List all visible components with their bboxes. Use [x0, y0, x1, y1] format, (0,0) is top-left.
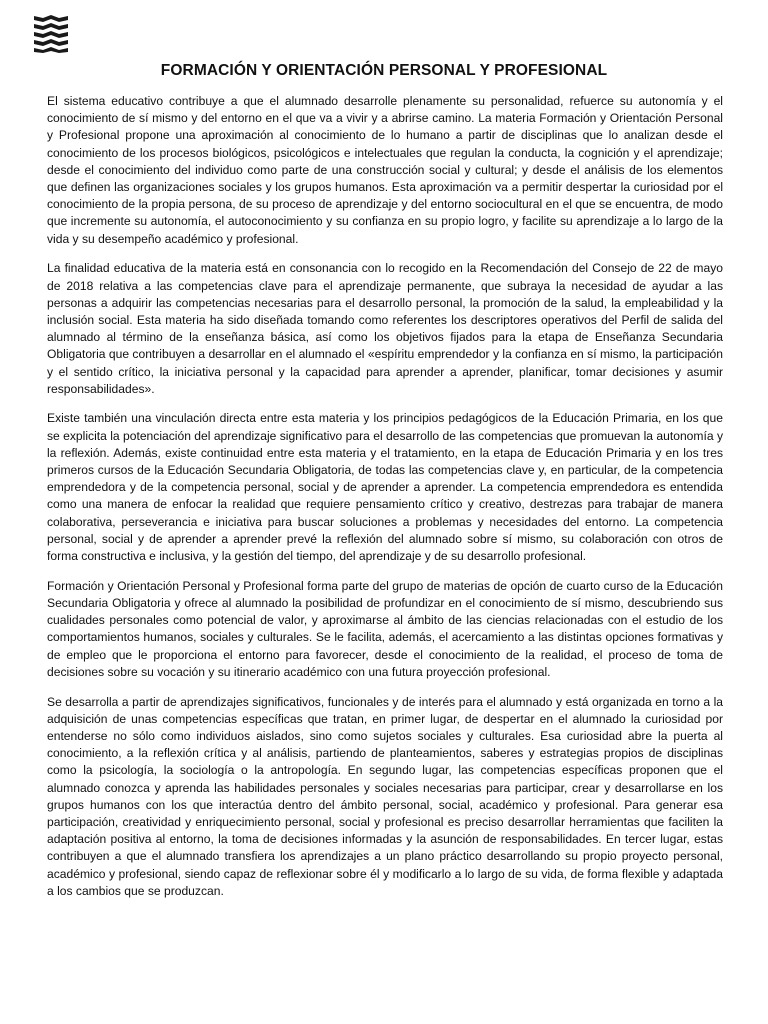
paragraph-4: Formación y Orientación Personal y Profesional forma parte del grupo de materias de opción de cuarto curso de la Educación Secundaria Obligatoria y ofrece al alumnado la posibilidad de profundizar en el conocimiento de sí mismo, descubriendo sus cualidades personales como potencial de valor, y aproximarse al ámbito de las ciencias relacionadas con el estudio de los comportamientos humanos, sociales y culturales. Se le facilita, además, el acercamiento a las distintas opciones formativas y de empleo que le proporciona el entorno para favorecer, desde el conocimiento de la realidad, el proceso de toma de decisiones sobre su vocación y su itinerario académico con una futura proyección profesional. [47, 578, 723, 679]
document-body [47, 93, 723, 912]
paragraph-2: La finalidad educativa de la materia está en consonancia con lo recogido en la Recomendación del Consejo de 22 de mayo de 2018 relativa a las competencias clave para el aprendizaje permanente, que subraya la necesidad de ayudar a las personas a adquirir las competencias necesarias para el desarrollo personal, la promoción de la salud, la empleabilidad y la inclusión social. Esta materia ha sido diseñada tomando como referentes los descriptores operativos del Perfil de salida del alumnado al término de la enseñanza básica, así como los objetivos fijados para la etapa de Enseñanza Secundaria Obligatoria que contribuyen a desarrollar en el alumnado el «espíritu emprendedor y la confianza en sí mismo, la participación y el sentido crítico, la iniciativa personal y la capacidad para aprender a aprender, planificar, tomar decisiones y asumir responsabilidades». [47, 261, 723, 396]
paragraph-5: Se desarrolla a partir de aprendizajes significativos, funcionales y de interés para el alumnado y está organizada en torno a la adquisición de unas competencias específicas que tratan, en primer lugar, de despertar en el alumnado la curiosidad por entenderse no sólo como individuos aislados, sino como sujetos sociales y culturales. Esa curiosidad abre la puerta al conocimiento, a la reflexión crítica y al análisis, partiendo de planteamientos, saberes y estrategias propios de disciplinas como la psicología, la sociología o la antropología. En segundo lugar, las competencias específicas proponen que el alumnado conozca y aprenda las habilidades personales y sociales necesarias para participar, crear y desarrollarse en los grupos humanos con los que interactúa dentro del ámbito personal, social, académico y profesional. Para generar esa participación, creatividad y enriquecimiento personal, social y profesional es preciso desarrollar herramientas que faciliten la adaptación positiva al entorno, la toma de decisiones informadas y la asunción de responsabilidades. En tercer lugar, estas contribuyen a que el alumnado transfiera los aprendizajes a un plano práctico desarrollando su propio proyecto personal, académico y profesional, siendo capaz de reflexionar sobre él y modificarlo a lo largo de su vida, de forma flexible y adaptada a los cambios que se produzcan. [47, 694, 723, 898]
paragraph-1: El sistema educativo contribuye a que el alumnado desarrolle plenamente su personalidad, refuerce su autonomía y el conocimiento de sí mismo y del entorno en el que va a vivir y a abrirse camino. La materia Formación y Orientación Personal y Profesional propone una aproximación al conocimiento de lo humano a partir de disciplinas que lo analizan desde el conocimiento de los procesos biológicos, psicológicos e intelectuales que regulan la conducta, la cognición y el aprendizaje; desde el conocimiento del individuo como parte de una construcción social y cultural; y desde el análisis de los elementos que definen las organizaciones sociales y los grupos humanos. Esta aproximación va a permitir despertar la curiosidad por el conocimiento de la propia persona, de su proceso de aprendizaje y del entorno sociocultural en el que se encuentra, de modo que incremente su autonomía, el autoconocimiento y su confianza en su propio logro, y facilite su aprendizaje a lo largo de la vida y su desempeño académico y profesional. [47, 94, 723, 246]
document-title: FORMACIÓN Y ORIENTACIÓN PERSONAL Y PROFESIONAL [160, 62, 608, 79]
paragraph-3: Existe también una vinculación directa entre esta materia y los principios pedagógicos de la Educación Primaria, en los que se explicita la potenciación del aprendizaje significativo para el desarrollo de las competencias que promuevan la autonomía y la reflexión. Además, existe continuidad entre esta materia y el tratamiento, en la etapa de Educación Primaria y en los tres primeros cursos de la Educación Secundaria Obligatoria, de todas las competencias clave y, en particular, de la competencia emprendedora y de la competencia personal, social y de aprender a aprender. La competencia emprendedora es entendida como una manera de enfocar la realidad que requiere pensamiento crítico y creativo, destrezas para trabajar de manera colaborativa, perseverancia e iniciativa para buscar soluciones a problemas y necesidades del entorno. La competencia personal, social y de aprender a aprender prevé la reflexión del alumnado sobre sí mismo, su colaboración con otros de forma constructiva e inclusiva, y la gestión del tiempo, del aprendizaje y de su desarrollo profesional. [47, 411, 723, 564]
institution-logo-icon [34, 15, 68, 53]
